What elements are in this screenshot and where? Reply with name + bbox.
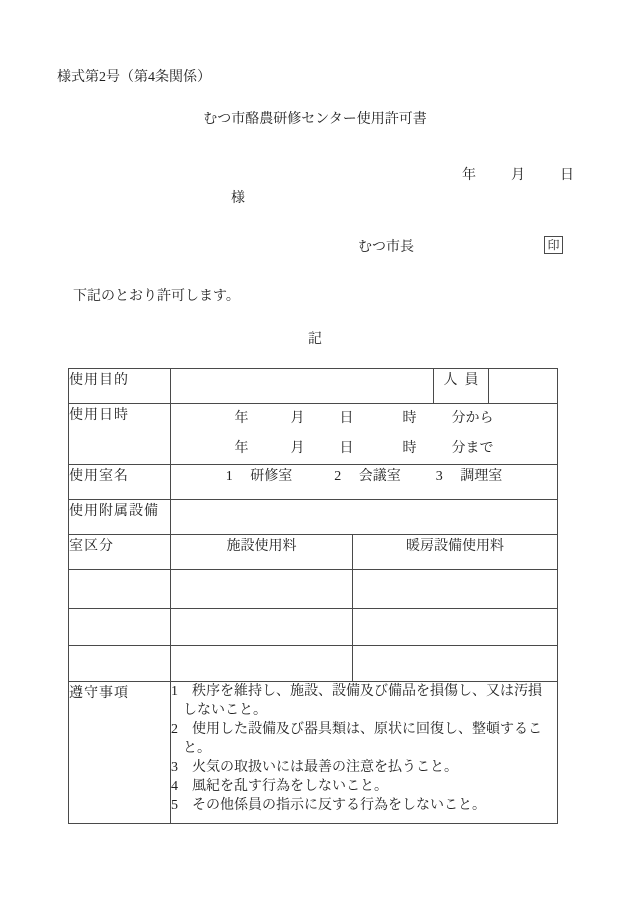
fee-row-2-heating-cell (353, 609, 558, 646)
fee-header-row (69, 535, 558, 570)
rule-line-3: 3 火気の取扱いには最善の注意を払うこと。 (171, 760, 458, 775)
datetime-label-cell: 使用日時 (69, 404, 171, 465)
room-name-row (69, 465, 558, 500)
form-number: 様式第2号（第4条関係） (57, 70, 211, 85)
permission-statement: 下記のとおり許可します。 (73, 289, 240, 304)
room-name-label-cell: 使用室名 (69, 465, 171, 500)
fee-row-1-heating-cell (353, 570, 558, 609)
room-options-cell: 1 研修室 2 会議室 3 調理室 (171, 465, 558, 500)
fee-row-3-heating-cell (353, 646, 558, 682)
date-line: 年 月 日 (462, 168, 574, 183)
fee-row-2 (69, 609, 558, 646)
fee-row-3-category-cell (69, 646, 171, 682)
purpose-row (69, 369, 558, 404)
permit-table (68, 368, 558, 824)
rule-line-2-wrap: と。 (183, 741, 211, 756)
rules-content-cell (171, 682, 558, 824)
personnel-label-cell: 人 員 (434, 369, 489, 404)
rule-line-1-wrap: しないこと。 (183, 703, 267, 718)
fee-row-2-category-cell (69, 609, 171, 646)
recipient-honorific: 様 (231, 191, 245, 206)
purpose-value-cell (171, 369, 434, 404)
seal-mark: 印 (544, 236, 563, 254)
rule-line-4: 4 風紀を乱す行為をしないこと。 (171, 779, 388, 794)
issuer-title: むつ市長 (358, 240, 414, 255)
equipment-row (69, 500, 558, 535)
fee-row-1-category-cell (69, 570, 171, 609)
rule-line-2: 2 使用した設備及び器具類は、原状に回復し、整頓するこ (171, 722, 542, 737)
rule-line-5: 5 その他係員の指示に反する行為をしないこと。 (171, 798, 486, 813)
datetime-to-line: 年 月 日 時 分まで (234, 441, 494, 456)
fee-row-3-facility-cell (171, 646, 353, 682)
fee-row-2-facility-cell (171, 609, 353, 646)
equipment-label-cell: 使用附属設備 (69, 500, 171, 535)
rules-label-cell: 遵守事項 (69, 682, 171, 824)
datetime-value-cell (171, 404, 558, 465)
equipment-value-cell (171, 500, 558, 535)
heating-fee-header-cell: 暖房設備使用料 (353, 535, 558, 570)
rules-row (69, 682, 558, 824)
fee-row-1 (69, 570, 558, 609)
purpose-label-cell: 使用目的 (69, 369, 171, 404)
record-heading: 記 (308, 332, 322, 347)
datetime-from-line: 年 月 日 時 分から (234, 411, 494, 426)
rule-line-1: 1 秩序を維持し、施設、設備及び備品を損傷し、又は汚損 (171, 684, 542, 699)
room-category-label-cell: 室区分 (69, 535, 171, 570)
fee-row-3 (69, 646, 558, 682)
facility-fee-header-cell: 施設使用料 (171, 535, 353, 570)
fee-row-1-facility-cell (171, 570, 353, 609)
personnel-value-cell (489, 369, 558, 404)
datetime-row (69, 404, 558, 465)
document-title: むつ市酪農研修センター使用許可書 (203, 112, 427, 127)
